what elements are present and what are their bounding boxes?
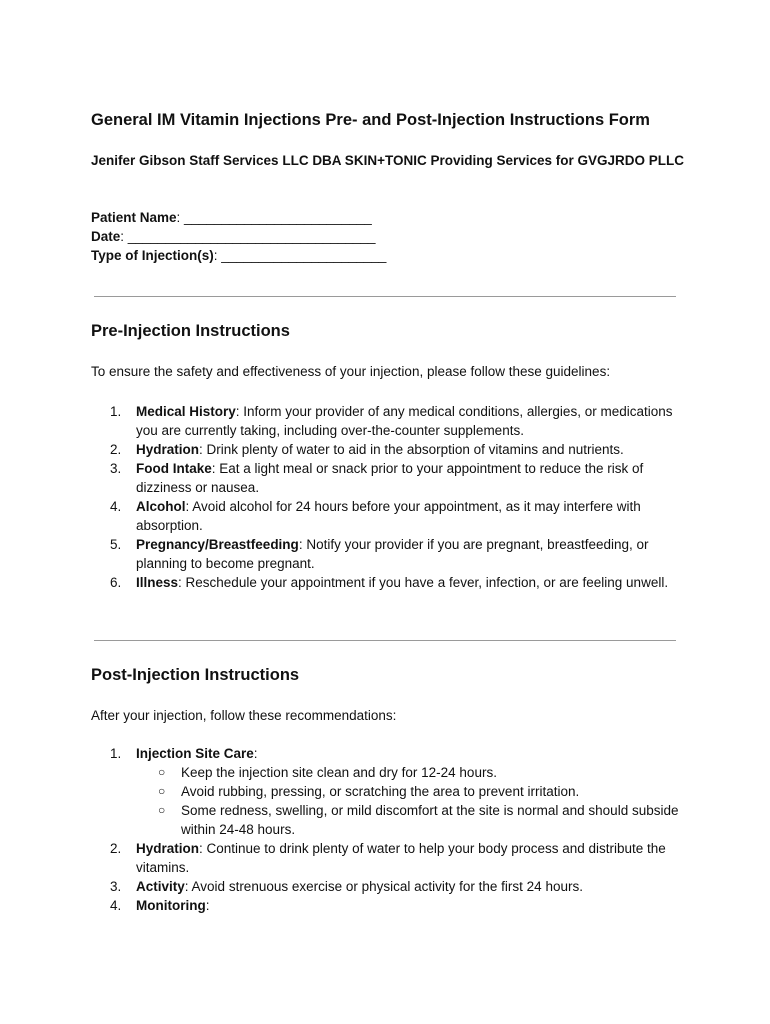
pre-injection-intro: To ensure the safety and effectiveness of your injection, please follow these guidelines: bbox=[91, 364, 611, 379]
item-number: 3. bbox=[110, 879, 122, 894]
post-injection-heading: Post-Injection Instructions bbox=[91, 666, 300, 684]
injection-type-label: Type of Injection(s) bbox=[91, 248, 214, 263]
item-text: : Avoid alcohol for 24 hours before your appointment, as it may interfere with absorption. bbox=[136, 499, 641, 533]
item-number: 1. bbox=[110, 404, 122, 419]
item-number: 3. bbox=[110, 461, 122, 476]
date-label: Date bbox=[91, 229, 121, 244]
item-label: Injection Site Care bbox=[136, 746, 254, 761]
item-number: 2. bbox=[110, 841, 122, 856]
item-text: : Avoid strenuous exercise or physical activity for the first 24 hours. bbox=[184, 879, 583, 894]
list-item bbox=[91, 573, 691, 592]
item-label: Medical History bbox=[136, 404, 236, 419]
list-item bbox=[91, 839, 691, 877]
item-label: Pregnancy/Breastfeeding bbox=[136, 537, 299, 552]
sub-item-text: Some redness, swelling, or mild discomfort at the site is normal and should subside within 24-48 hours. bbox=[181, 803, 679, 837]
item-label: Hydration bbox=[136, 442, 200, 457]
divider bbox=[94, 640, 676, 641]
list-item bbox=[91, 535, 691, 573]
post-injection-list bbox=[91, 744, 691, 915]
hollow-bullet-icon: ○ bbox=[158, 803, 166, 817]
sub-item-text: Keep the injection site clean and dry for 12-24 hours. bbox=[181, 765, 497, 780]
list-item bbox=[91, 402, 691, 440]
patient-name-field[interactable] bbox=[91, 208, 386, 227]
list-item bbox=[91, 497, 691, 535]
sub-list-item bbox=[136, 801, 691, 839]
item-number: 4. bbox=[110, 499, 122, 514]
hollow-bullet-icon: ○ bbox=[158, 784, 166, 798]
post-injection-intro: After your injection, follow these recommendations: bbox=[91, 708, 397, 723]
form-title: General IM Vitamin Injections Pre- and Post-Injection Instructions Form bbox=[91, 111, 650, 129]
item-text: : Continue to drink plenty of water to help your body process and distribute the vitamins. bbox=[136, 841, 666, 875]
date-field[interactable] bbox=[91, 227, 386, 246]
patient-info-fields bbox=[91, 208, 386, 265]
item-number: 2. bbox=[110, 442, 122, 457]
pre-injection-list bbox=[91, 402, 691, 592]
sub-item-text: Avoid rubbing, pressing, or scratching the area to prevent irritation. bbox=[181, 784, 580, 799]
patient-name-label: Patient Name bbox=[91, 210, 177, 225]
date-blank[interactable]: : _________________________________ bbox=[120, 229, 376, 244]
item-number: 1. bbox=[110, 746, 122, 761]
list-item bbox=[91, 744, 691, 839]
item-label: Hydration bbox=[136, 841, 200, 856]
item-text: : Drink plenty of water to aid in the absorption of vitamins and nutrients. bbox=[199, 442, 624, 457]
item-label: Alcohol bbox=[136, 499, 186, 514]
list-item bbox=[91, 896, 691, 915]
injection-type-field[interactable] bbox=[91, 246, 386, 265]
patient-name-blank[interactable]: : _________________________ bbox=[176, 210, 372, 225]
list-item bbox=[91, 440, 691, 459]
sub-list-item bbox=[136, 763, 691, 782]
item-text: : bbox=[205, 898, 210, 913]
item-number: 6. bbox=[110, 575, 122, 590]
item-text: : bbox=[253, 746, 258, 761]
pre-injection-heading: Pre-Injection Instructions bbox=[91, 322, 290, 340]
item-label: Monitoring bbox=[136, 898, 206, 913]
item-label: Illness bbox=[136, 575, 179, 590]
item-label: Activity bbox=[136, 879, 185, 894]
site-care-sublist bbox=[136, 763, 691, 839]
sub-list-item bbox=[136, 782, 691, 801]
provider-subtitle: Jenifer Gibson Staff Services LLC DBA SKIN+TONIC Providing Services for GVGJRDO PLLC bbox=[91, 153, 685, 168]
hollow-bullet-icon: ○ bbox=[158, 765, 166, 779]
item-label: Food Intake bbox=[136, 461, 212, 476]
injection-type-blank[interactable]: : ______________________ bbox=[213, 248, 387, 263]
item-number: 5. bbox=[110, 537, 122, 552]
item-text: : Inform your provider of any medical conditions, allergies, or medications you are currently taking, including over-the-counter supplements. bbox=[136, 404, 673, 438]
item-text: : Reschedule your appointment if you have a fever, infection, or are feeling unwell. bbox=[178, 575, 669, 590]
item-text: : Eat a light meal or snack prior to your appointment to reduce the risk of dizziness or nausea. bbox=[136, 461, 644, 495]
list-item bbox=[91, 459, 691, 497]
list-item bbox=[91, 877, 691, 896]
divider bbox=[94, 296, 676, 297]
item-text: : Notify your provider if you are pregnant, breastfeeding, or planning to become pregnant. bbox=[136, 537, 649, 571]
item-number: 4. bbox=[110, 898, 122, 913]
